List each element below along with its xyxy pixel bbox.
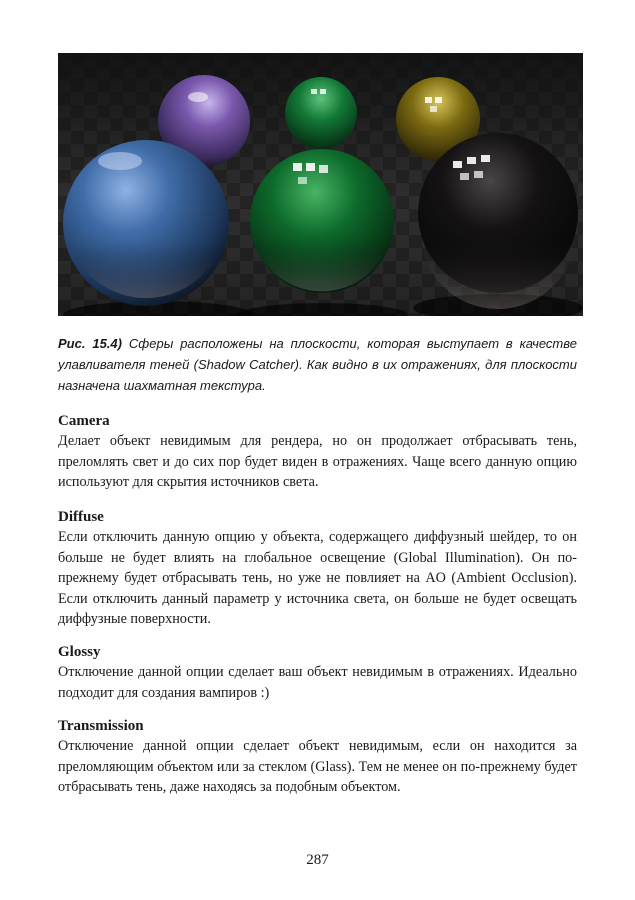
section-body: Если отключить данную опцию у объекта, содержащего диффузный шейдер, то он больше не будет влиять на глобальное освещение (Global Illumination). Он по-прежнему будет отбрасывать тень, но уже не повлияет на AO (Ambient Occlusion). Если отключить данный параметр у источника света, он больше не будет освещать диффузные поверхности. <box>58 529 577 627</box>
figure-caption-label: Рис. 15.4) <box>58 336 122 351</box>
section-title: Transmission <box>58 718 144 734</box>
section-body: Делает объект невидимым для рендера, но он продолжает отбрасывать тень, преломлять свет и до сих пор будет виден в отражениях. Чаще всего данную опцию используют для скрытия источников света. <box>58 433 577 490</box>
blue-sphere <box>63 140 229 306</box>
spheres-render-svg <box>58 53 583 316</box>
section-body: Отключение данной опции сделает объект невидимым, если он находится за преломляющим объектом или за стеклом (Glass). Тем не менее он по-прежнему будет отбрасывать тень, даже находясь за подобным объектом. <box>58 738 577 795</box>
section-transmission <box>58 716 577 798</box>
section-diffuse <box>58 507 577 630</box>
section-title: Camera <box>58 413 110 429</box>
section-glossy <box>58 642 577 703</box>
figure-caption <box>58 333 577 396</box>
green-sphere-front <box>250 149 394 293</box>
page-number: 287 <box>306 852 329 868</box>
section-title: Glossy <box>58 644 101 660</box>
green-sphere-back <box>285 77 357 149</box>
figure-caption-text: Сферы расположены на плоскости, которая выступает в качестве улавливателя теней (Shadow Catcher). Как видно в их отражениях, для плоскости назначена шахматная текстура. <box>58 336 577 393</box>
spheres-render-image <box>58 53 583 316</box>
section-title: Diffuse <box>58 509 104 525</box>
section-camera <box>58 411 577 493</box>
section-body: Отключение данной опции сделает ваш объект невидимым в отражениях. Идеально подходит для создания вампиров :) <box>58 664 577 701</box>
black-sphere <box>418 133 578 309</box>
